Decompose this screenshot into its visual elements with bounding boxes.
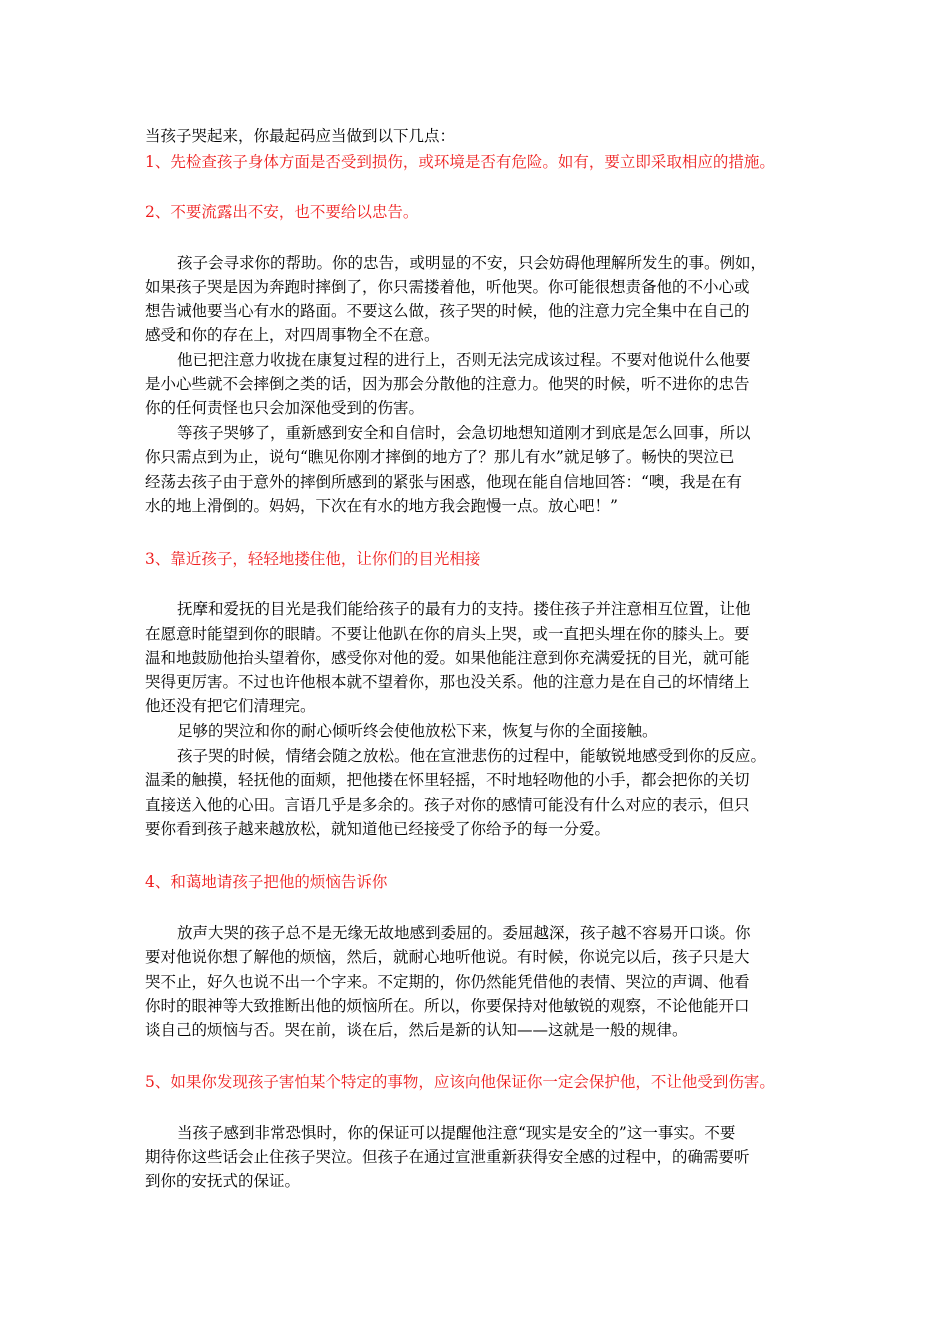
paragraph-line: 温和地鼓励他抬头望着你，感受你对他的爱。如果他能注意到你充满爱抚的目光，就可能 (145, 649, 750, 667)
paragraph-line: 你时的眼神等大致推断出他的烦恼所在。所以，你要保持对他敏锐的观察，不论他能开口 (145, 997, 750, 1015)
heading-2: 2、不要流露出不安，也不要给以忠告。 (145, 203, 419, 221)
heading-3: 3、靠近孩子，轻轻地搂住他，让你们的目光相接 (145, 550, 481, 568)
paragraph-line: 期待你这些话会止住孩子哭泣。但孩子在通过宣泄重新获得安全感的过程中，的确需要听 (145, 1148, 750, 1166)
heading-4: 4、和蔼地请孩子把他的烦恼告诉你 (145, 873, 388, 891)
paragraph-line: 经荡去孩子由于意外的摔倒所感到的紧张与困惑，他现在能自信地回答：“噢，我是在有 (145, 473, 742, 491)
intro-text: 当孩子哭起来，你最起码应当做到以下几点： (145, 127, 456, 145)
paragraph-line: 他还没有把它们清理完。 (145, 697, 316, 715)
paragraph-line: 你只需点到为止，说句“瞧见你刚才摔倒的地方了？那儿有水”就足够了。畅快的哭泣已 (145, 448, 735, 466)
paragraph-line: 抚摩和爱抚的目光是我们能给孩子的最有力的支持。搂住孩子并注意相互位置，让他 (177, 600, 751, 618)
paragraph-line: 你的任何责怪也只会加深他受到的伤害。 (145, 399, 425, 417)
paragraph-line: 他已把注意力收拢在康复过程的进行上，否则无法完成该过程。不要对他说什么他要 (177, 351, 751, 369)
paragraph-line: 足够的哭泣和你的耐心倾听终会使他放松下来，恢复与你的全面接触。 (177, 722, 658, 740)
paragraph-line: 哭不止，好久也说不出一个字来。不定期的，你仍然能凭借他的表情、哭泣的声调、他看 (145, 973, 750, 991)
paragraph-line: 哭得更厉害。不过也许他根本就不望着你，那也没关系。他的注意力是在自己的坏情绪上 (145, 673, 750, 691)
paragraph-line: 当孩子感到非常恐惧时，你的保证可以提醒他注意“现实是安全的”这一事实。不要 (177, 1124, 736, 1142)
paragraph-line: 温柔的触摸，轻抚他的面颊，把他搂在怀里轻摇，不时地轻吻他的小手，都会把你的关切 (145, 771, 750, 789)
heading-1: 1、先检查孩子身体方面是否受到损伤，或环境是否有危险。如有，要立即采取相应的措施。 (145, 153, 775, 171)
paragraph-line: 等孩子哭够了，重新感到安全和自信时，会急切地想知道刚才到底是怎么回事，所以 (177, 424, 751, 442)
paragraph-line: 孩子会寻求你的帮助。你的忠告，或明显的不安，只会妨碍他理解所发生的事。例如， (177, 254, 767, 272)
paragraph-line: 水的地上滑倒的。妈妈，下次在有水的地方我会跑慢一点。放心吧！” (145, 497, 618, 515)
paragraph-line: 如果孩子哭是因为奔跑时摔倒了，你只需搂着他，听他哭。你可能很想责备他的不小心或 (145, 278, 750, 296)
heading-5: 5、如果你发现孩子害怕某个特定的事物，应该向他保证你一定会保护他，不让他受到伤害。 (145, 1073, 775, 1091)
paragraph-line: 感受和你的存在上，对四周事物全不在意。 (145, 326, 440, 344)
paragraph-line: 要对他说你想了解他的烦恼，然后，就耐心地听他说。有时候，你说完以后，孩子只是大 (145, 948, 750, 966)
paragraph-line: 在愿意时能望到你的眼睛。不要让他趴在你的肩头上哭，或一直把头埋在你的膝头上。要 (145, 625, 750, 643)
paragraph-line: 想告诫他要当心有水的路面。不要这么做，孩子哭的时候，他的注意力完全集中在自己的 (145, 302, 750, 320)
paragraph-line: 直接送入他的心田。言语几乎是多余的。孩子对你的感情可能没有什么对应的表示，但只 (145, 796, 750, 814)
paragraph-line: 谈自己的烦恼与否。哭在前，谈在后，然后是新的认知——这就是一般的规律。 (145, 1021, 688, 1039)
paragraph-line: 到你的安抚式的保证。 (145, 1172, 301, 1190)
paragraph-line: 是小心些就不会摔倒之类的话，因为那会分散他的注意力。他哭的时候，听不进你的忠告 (145, 375, 750, 393)
paragraph-line: 放声大哭的孩子总不是无缘无故地感到委屈的。委屈越深，孩子越不容易开口谈。你 (177, 924, 751, 942)
paragraph-line: 要你看到孩子越来越放松，就知道他已经接受了你给予的每一分爱。 (145, 820, 611, 838)
paragraph-line: 孩子哭的时候，情绪会随之放松。他在宣泄悲伤的过程中，能敏锐地感受到你的反应。 (177, 747, 767, 765)
